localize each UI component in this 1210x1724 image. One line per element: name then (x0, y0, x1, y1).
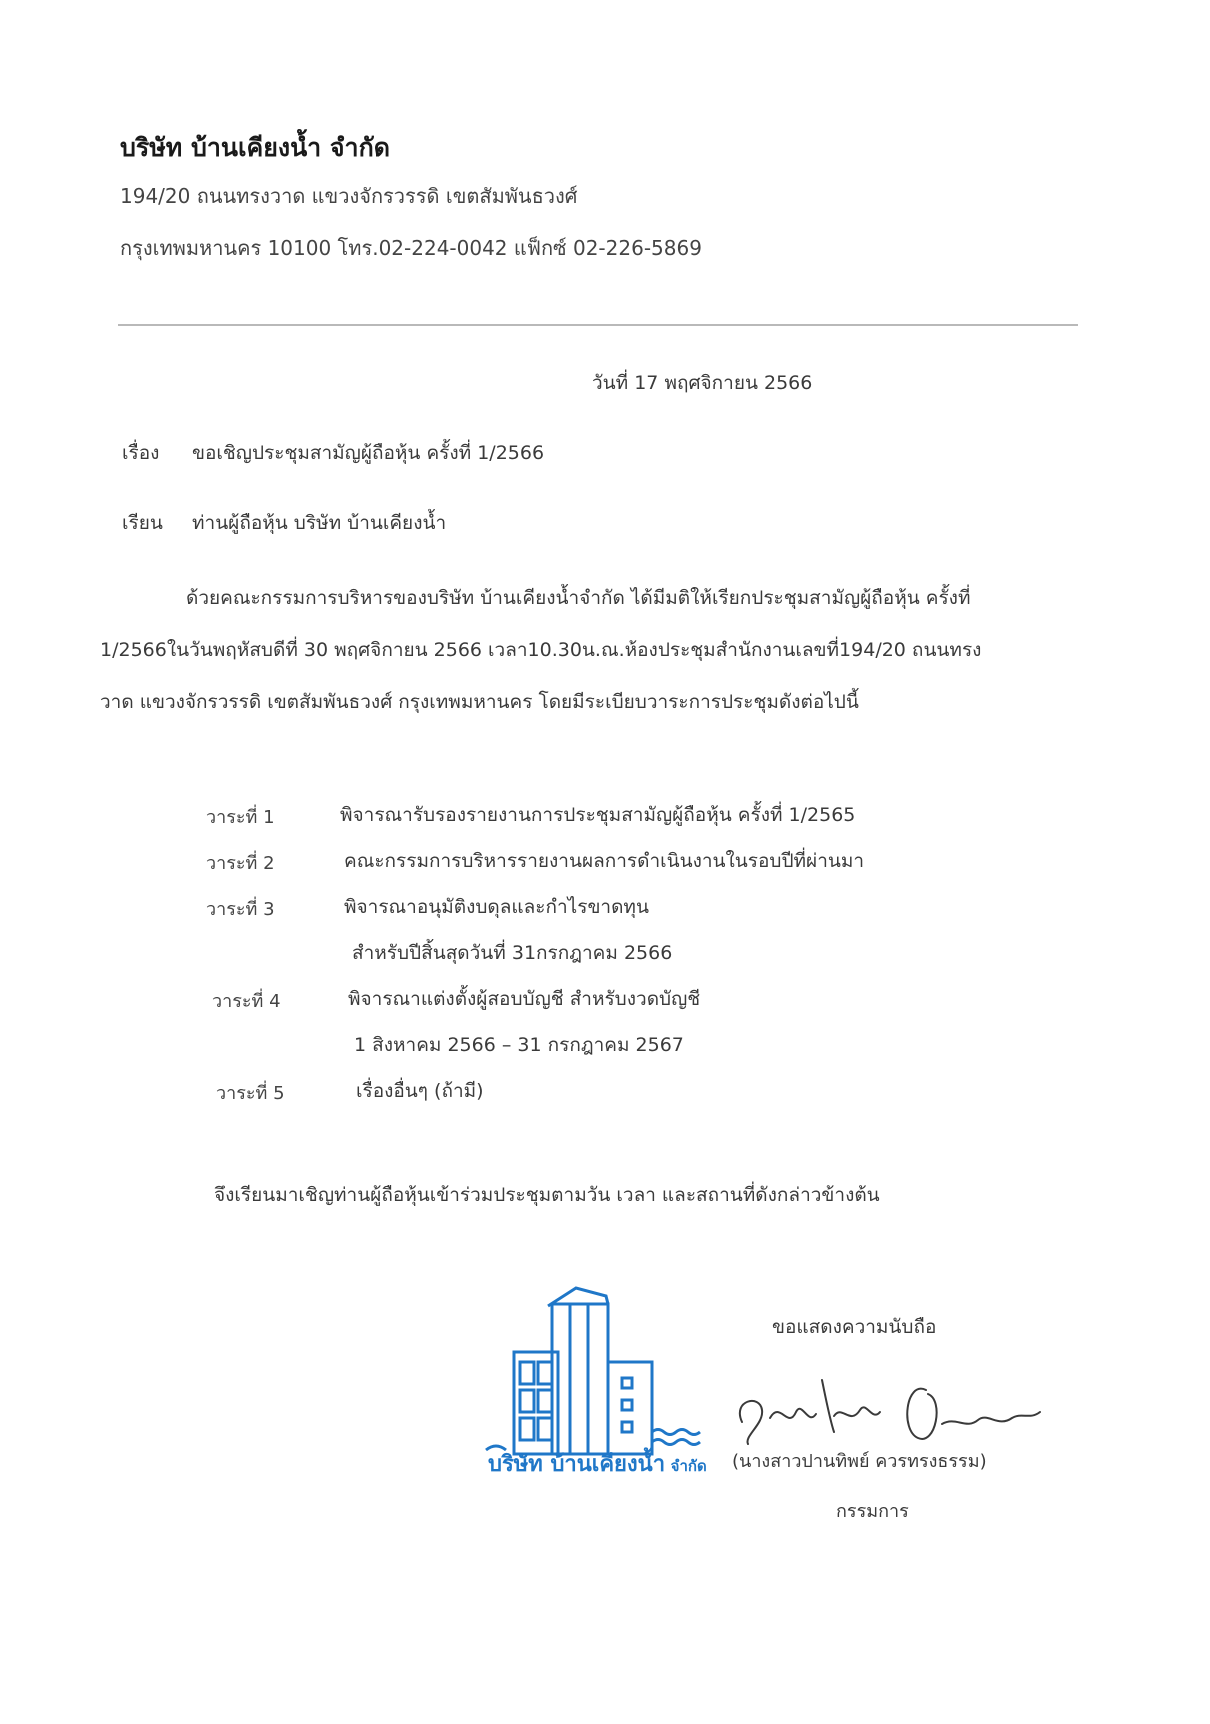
signature-icon (730, 1360, 1050, 1450)
body-line: ด้วยคณะกรรมการบริหารของบริษัท บ้านเคียงน้ำจำกัด ได้มีมติให้เรียกประชุมสามัญผู้ถือหุ้น ครั้งที่ (186, 587, 971, 609)
agenda-5-label: วาระที่ 5 (216, 1083, 285, 1104)
signer-name: (นางสาวปานทิพย์ ควรทรงธรรม) (732, 1451, 987, 1472)
agenda-1-label: วาระที่ 1 (206, 807, 275, 828)
agenda-3-text: พิจารณาอนุมัติงบดุลและกำไรขาดทุน (344, 896, 649, 918)
recipient-label: เรียน (122, 512, 163, 534)
agenda-3-text-cont: สำหรับปีสิ้นสุดวันที่ 31กรกฎาคม 2566 (352, 942, 673, 964)
agenda-5-text: เรื่องอื่นๆ (ถ้ามี) (356, 1080, 484, 1102)
subject-label: เรื่อง (122, 442, 160, 464)
signer-title: กรรมการ (836, 1501, 909, 1522)
company-logo-text (488, 1446, 707, 1481)
company-name: บริษัท บ้านเคียงน้ำ จำกัด (120, 133, 390, 162)
agenda-3-label: วาระที่ 3 (206, 899, 275, 920)
logo-company-name: บริษัท บ้านเคียงน้ำ (488, 1452, 666, 1477)
agenda-2-label: วาระที่ 2 (206, 853, 275, 874)
agenda-2-text: คณะกรรมการบริหารรายงานผลการดำเนินงานในรอบปีที่ผ่านมา (344, 850, 865, 872)
body-paragraph (100, 572, 1040, 728)
agenda-4-text: พิจารณาแต่งตั้งผู้สอบบัญชี สำหรับงวดบัญชี (348, 988, 701, 1010)
regards-text: ขอแสดงความนับถือ (772, 1316, 937, 1338)
subject-text: ขอเชิญประชุมสามัญผู้ถือหุ้น ครั้งที่ 1/2566 (192, 442, 545, 464)
agenda-4-text-cont: 1 สิงหาคม 2566 – 31 กรกฎาคม 2567 (354, 1034, 684, 1056)
recipient-text: ท่านผู้ถือหุ้น บริษัท บ้านเคียงน้ำ (192, 512, 447, 534)
header-divider (118, 324, 1078, 326)
logo-company-suffix: จำกัด (670, 1457, 707, 1475)
company-address-line2: กรุงเทพมหานคร 10100 โทร.02-224-0042 แฟ็กซ์ 02-226-5869 (120, 236, 702, 260)
closing-text: จึงเรียนมาเชิญท่านผู้ถือหุ้นเข้าร่วมประชุมตามวัน เวลา และสถานที่ดังกล่าวข้างต้น (214, 1184, 880, 1206)
body-line: 1/2566ในวันพฤหัสบดีที่ 30 พฤศจิกายน 2566 เวลา10.30น.ณ.ห้องประชุมสำนักงานเลขที่194/20 ถนนทรง (100, 639, 982, 661)
agenda-4-label: วาระที่ 4 (212, 991, 281, 1012)
body-line: วาด แขวงจักรวรรดิ เขตสัมพันธวงศ์ กรุงเทพมหานคร โดยมีระเบียบวาระการประชุมดังต่อไปนี้ (100, 691, 859, 713)
letter-date: วันที่ 17 พฤศจิกายน 2566 (592, 372, 813, 394)
company-address-line1: 194/20 ถนนทรงวาด แขวงจักรวรรดิ เขตสัมพันธวงศ์ (120, 184, 578, 208)
agenda-1-text: พิจารณารับรองรายงานการประชุมสามัญผู้ถือหุ้น ครั้งที่ 1/2565 (340, 804, 856, 826)
